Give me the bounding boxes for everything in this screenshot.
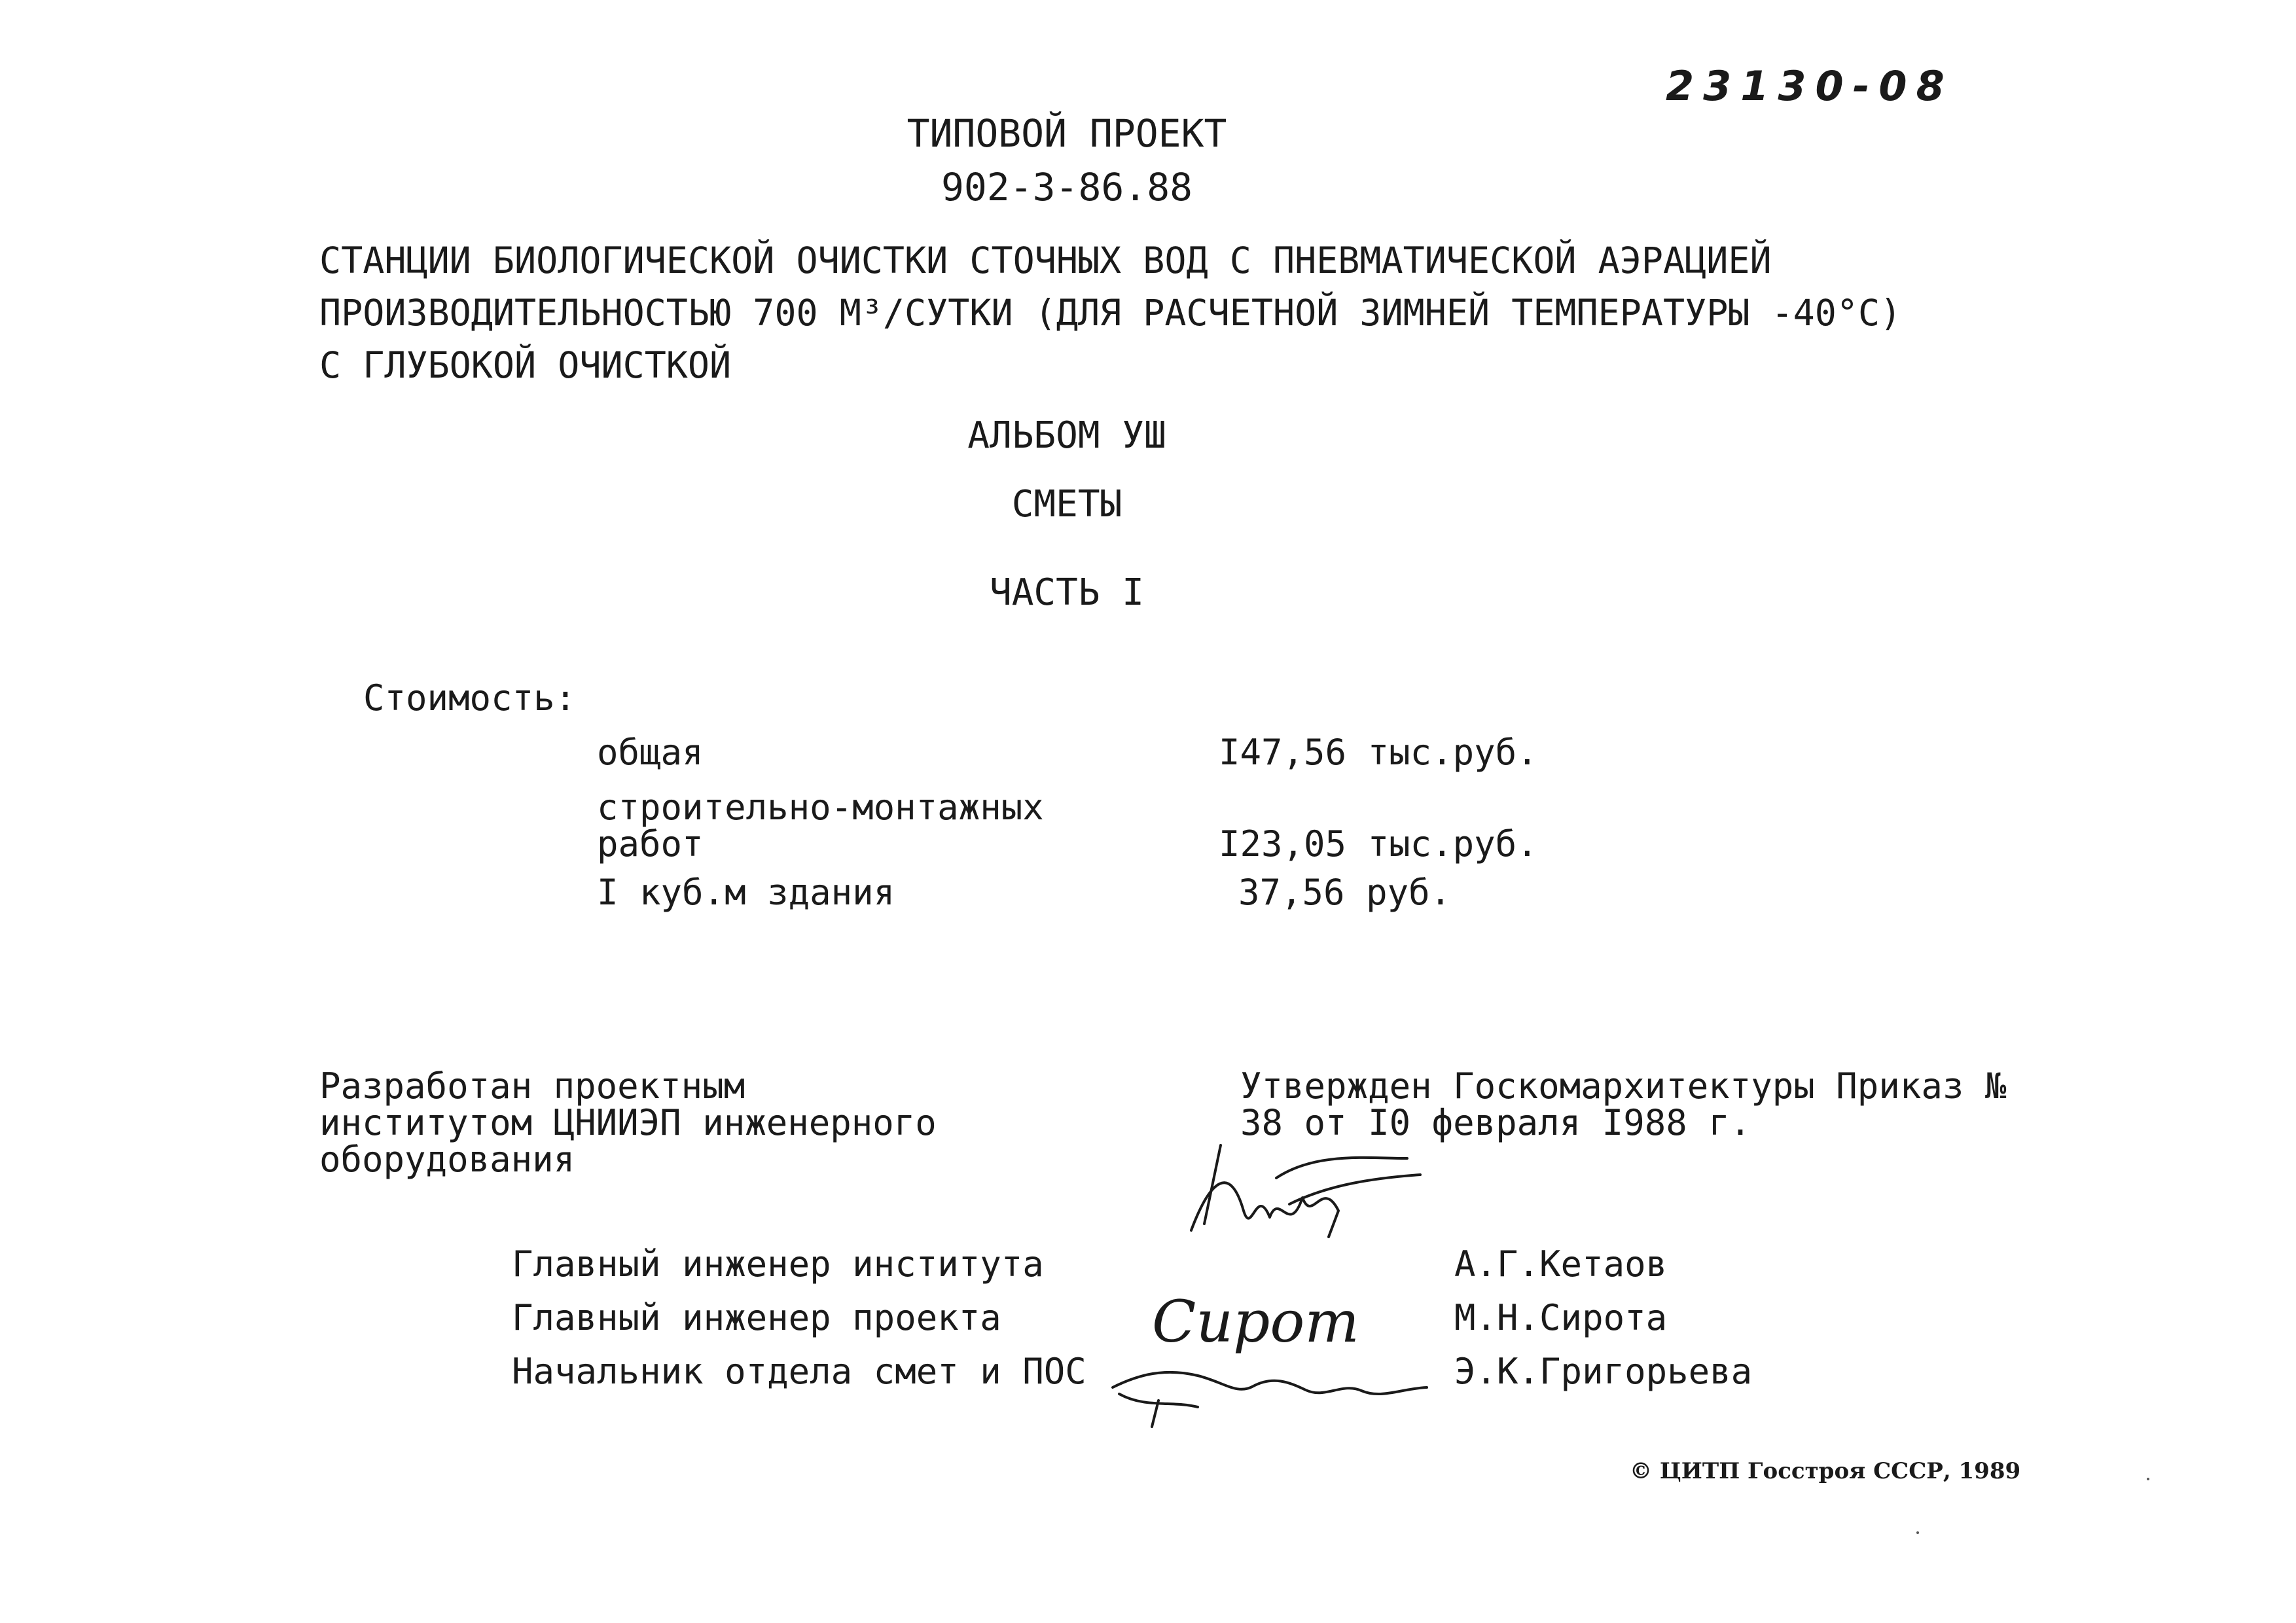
signature-chief-engineer-institute — [1191, 1145, 1420, 1237]
signatory-name: М.Н.Сирота — [1454, 1297, 1668, 1338]
cost-item-value: I47,56 тыс.руб. — [1219, 732, 1538, 773]
part-heading: ЧАСТЬ I — [989, 571, 1144, 614]
signatory-name: А.Г.Кетаов — [1454, 1243, 1668, 1285]
cost-item-value: 37,56 руб. — [1238, 872, 1452, 913]
cost-item-label: строительно-монтажных работ — [597, 787, 1044, 865]
cost-item-value: I23,05 тыс.руб. — [1219, 823, 1538, 865]
cost-label: Стоимость: — [363, 677, 577, 719]
signatory-role: Начальник отдела смет и ПОС — [512, 1351, 1086, 1392]
signatory-role: Главный инженер проекта — [512, 1297, 1001, 1338]
project-type-heading: ТИПОВОЙ ПРОЕКТ — [906, 111, 1227, 156]
title-line: С ГЛУБОКОЙ ОЧИСТКОЙ — [319, 344, 732, 386]
approval-info: Утвержден Госкомархитектуры Приказ № 38 от I0 февраля I988 г. — [1240, 1065, 2007, 1143]
signature-director-dept — [1113, 1372, 1427, 1427]
document-number: 23130-08 — [1666, 62, 1954, 110]
handwritten-signatures — [1080, 1139, 1538, 1440]
signatory-role: Главный инженер института — [512, 1243, 1044, 1285]
cost-item-label: общая — [597, 732, 704, 773]
scan-speck — [2147, 1478, 2149, 1480]
cost-item-label: I куб.м здания — [597, 872, 895, 913]
developer-info: Разработан проектным институтом ЦНИИЭП инженерного оборудования — [319, 1065, 937, 1180]
estimates-heading: СМЕТЫ — [1011, 483, 1122, 526]
album-heading: АЛЬБОМ УШ — [967, 414, 1166, 457]
title-line: ПРОИЗВОДИТЕЛЬНОСТЬЮ 700 М³/СУТКИ (ДЛЯ РАСЧЕТНОЙ ЗИМНЕЙ ТЕМПЕРАТУРЫ -40°С) — [319, 292, 1902, 334]
project-title — [319, 234, 1901, 391]
copyright-notice: © ЦИТП Госстроя СССР, 1989 — [1630, 1458, 2021, 1484]
signature-chief-engineer-project: Сирот — [1152, 1288, 1359, 1355]
project-number: 902-3-86.88 — [941, 165, 1193, 209]
scan-speck — [1916, 1531, 1919, 1534]
signatory-name: Э.К.Григорьева — [1454, 1351, 1753, 1392]
title-line: СТАНЦИИ БИОЛОГИЧЕСКОЙ ОЧИСТКИ СТОЧНЫХ ВОД С ПНЕВМАТИЧЕСКОЙ АЭРАЦИЕЙ — [319, 240, 1772, 281]
